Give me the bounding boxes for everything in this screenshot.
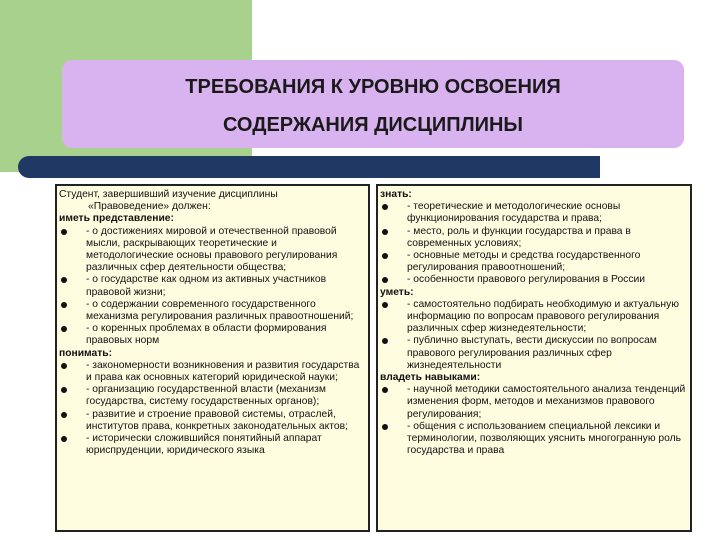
list-item-text: - закономерности возникновения и развития государства и права как основных категорий юридической науки; <box>86 359 360 384</box>
list-item <box>380 274 686 286</box>
bullet-icon <box>61 436 67 442</box>
title-line-2: СОДЕРЖАНИЯ ДИСЦИПЛИНЫ <box>222 114 524 136</box>
title-box <box>62 60 684 148</box>
list-item <box>59 323 364 347</box>
bullet-icon <box>61 229 67 235</box>
left-panel <box>55 184 370 532</box>
list-item-text: - о коренных проблемах в области формирования правовых норм <box>86 323 327 347</box>
list-item-text: - особенности правового регулирования в России <box>407 274 645 286</box>
section-heading-know: знать: <box>380 189 412 200</box>
list-item-text: - место, роль и функции государства и права в современных условиях; <box>407 225 631 249</box>
list-item-text: - общения с использованием специальной лексики и терминологии, позволяющих уяснить многогранную роль государства и права <box>407 420 682 457</box>
list-item-text: - теоретические и методологические основы функционирования государства и права; <box>407 201 621 225</box>
bullet-icon <box>382 424 388 430</box>
bullet-icon <box>61 363 67 369</box>
list-item <box>59 299 364 323</box>
bullet-icon <box>382 302 388 308</box>
list-item <box>59 226 364 275</box>
section-heading-represent: иметь представление: <box>59 213 174 225</box>
bullet-icon <box>61 326 67 332</box>
section-heading-able: уметь: <box>380 286 414 298</box>
list-item <box>380 421 686 458</box>
intro-text: Студент, завершивший изучение дисциплины <box>59 189 278 200</box>
list-item <box>380 335 686 372</box>
list-item <box>380 384 686 421</box>
title-line-1: ТРЕБОВАНИЯ К УРОВНЮ ОСВОЕНИЯ <box>185 76 561 98</box>
bullet-icon <box>382 229 388 235</box>
bullet-icon <box>61 412 67 418</box>
section-heading-understand: понимать: <box>59 347 113 359</box>
list-item-text: - организацию государственной власти (механизм государства, систему государственных органов); <box>86 384 326 408</box>
decorative-bar <box>18 156 600 178</box>
list-item-text: - научной методики самостоятельного анализа тенденций изменения форм, методов и механизмов правового регулирования; <box>407 384 686 420</box>
list-item <box>59 274 364 298</box>
bullet-icon <box>382 277 388 283</box>
bullet-icon <box>382 253 388 259</box>
list-item-text: - публично выступать, вести дискуссии по вопросам правового регулирования различных сфер жизнедеятельности <box>407 335 657 371</box>
bullet-icon <box>382 204 388 210</box>
list-item-text: - основные методы и средства государственного регулирования правоотношений; <box>407 250 641 274</box>
list-item-text: - о достижениях мировой и отечественной правовой мысли, раскрывающих теоретические и методологические основы правового регулирования различных сфер деятельности общества; <box>86 225 338 274</box>
list-item <box>59 409 364 433</box>
list-item-text: - развитие и строение правовой системы, отраслей, институтов права, конкретных законодательных актов; <box>86 408 348 432</box>
list-item <box>59 360 364 384</box>
list-item-text: - о государстве как одном из активных участников правовой жизни; <box>86 274 327 298</box>
right-panel <box>376 184 692 532</box>
list-item-text: - самостоятельно подбирать необходимую и актуальную информацию по вопросам правового регулирования различных сфер жизнедеятельности; <box>407 298 679 335</box>
list-item <box>59 433 364 457</box>
list-item <box>380 299 686 336</box>
list-item <box>380 226 686 250</box>
intro-text-2: «Правоведение» должен: <box>88 201 211 213</box>
bullet-icon <box>382 387 388 393</box>
list-item-text: - исторически сложившийся понятийный аппарат юриспруденции, юридического языка <box>86 433 322 457</box>
bullet-icon <box>61 302 67 308</box>
bullet-icon <box>382 338 388 344</box>
bullet-icon <box>61 387 67 393</box>
list-item-text: - о содержании современного государственного механизма регулирования различных правоотношений; <box>86 298 354 323</box>
section-heading-skills: владеть навыками: <box>380 372 481 384</box>
bullet-icon <box>61 277 67 283</box>
list-item <box>380 250 686 274</box>
list-item <box>59 384 364 408</box>
list-item <box>380 201 686 225</box>
